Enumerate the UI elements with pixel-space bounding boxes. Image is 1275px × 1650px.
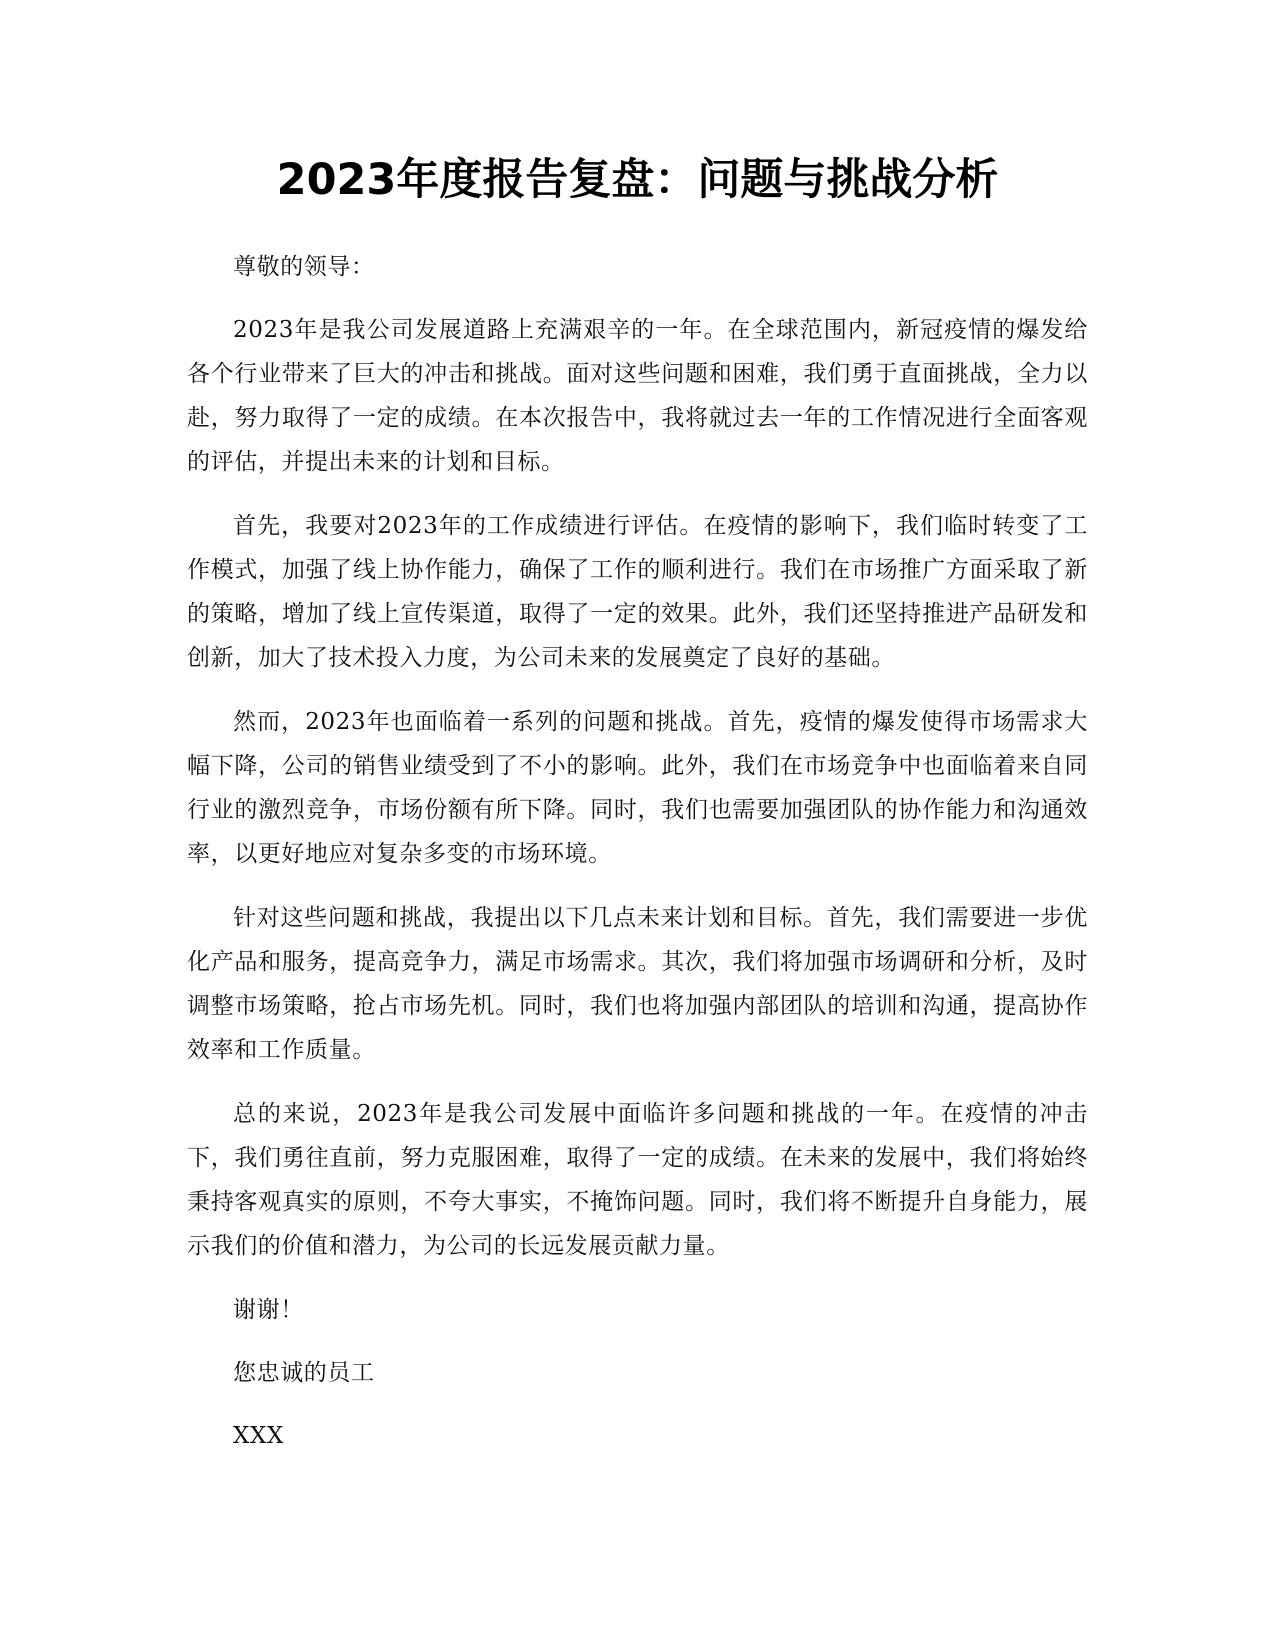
paragraph-3: 然而，2023年也面临着一系列的问题和挑战。首先，疫情的爆发使得市场需求大幅下降，公司的销售业绩受到了不小的影响。此外，我们在市场竞争中也面临着来自同行业的激烈竞争，市场份额有所下降。同时，我们也需要加强团队的协作能力和沟通效率，以更好地应对复杂多变的市场环境。 [187,709,1088,867]
paragraph-2: 首先，我要对2023年的工作成绩进行评估。在疫情的影响下，我们临时转变了工作模式，加强了线上协作能力，确保了工作的顺利进行。我们在市场推广方面采取了新的策略，增加了线上宣传渠道，取得了一定的效果。此外，我们还坚持推进产品研发和创新，加大了技术投入力度，为公司未来的发展奠定了良好的基础。 [187,513,1088,671]
signer-name: XXX [233,1423,284,1449]
paragraph-1: 2023年是我公司发展道路上充满艰辛的一年。在全球范围内，新冠疫情的爆发给各个行业带来了巨大的冲击和挑战。面对这些问题和困难，我们勇于直面挑战，全力以赴，努力取得了一定的成绩。在本次报告中，我将就过去一年的工作情况进行全面客观的评估，并提出未来的计划和目标。 [187,317,1088,475]
salutation: 尊敬的领导： [233,254,375,280]
document-body [187,245,1088,1477]
closing: 谢谢！ [233,1297,304,1323]
paragraph-4: 针对这些问题和挑战，我提出以下几点未来计划和目标。首先，我们需要进一步优化产品和服务，提高竞争力，满足市场需求。其次，我们将加强市场调研和分析，及时调整市场策略，抢占市场先机。同时，我们也将加强内部团队的培训和沟通，提高协作效率和工作质量。 [187,905,1088,1063]
paragraph-5: 总的来说，2023年是我公司发展中面临许多问题和挑战的一年。在疫情的冲击下，我们勇往直前，努力克服困难，取得了一定的成绩。在未来的发展中，我们将始终秉持客观真实的原则，不夸大事实，不掩饰问题。同时，我们将不断提升自身能力，展示我们的价值和潜力，为公司的长远发展贡献力量。 [187,1101,1088,1259]
document-title: 2023年度报告复盘：问题与挑战分析 [276,155,999,205]
signature: 您忠诚的员工 [233,1360,375,1386]
